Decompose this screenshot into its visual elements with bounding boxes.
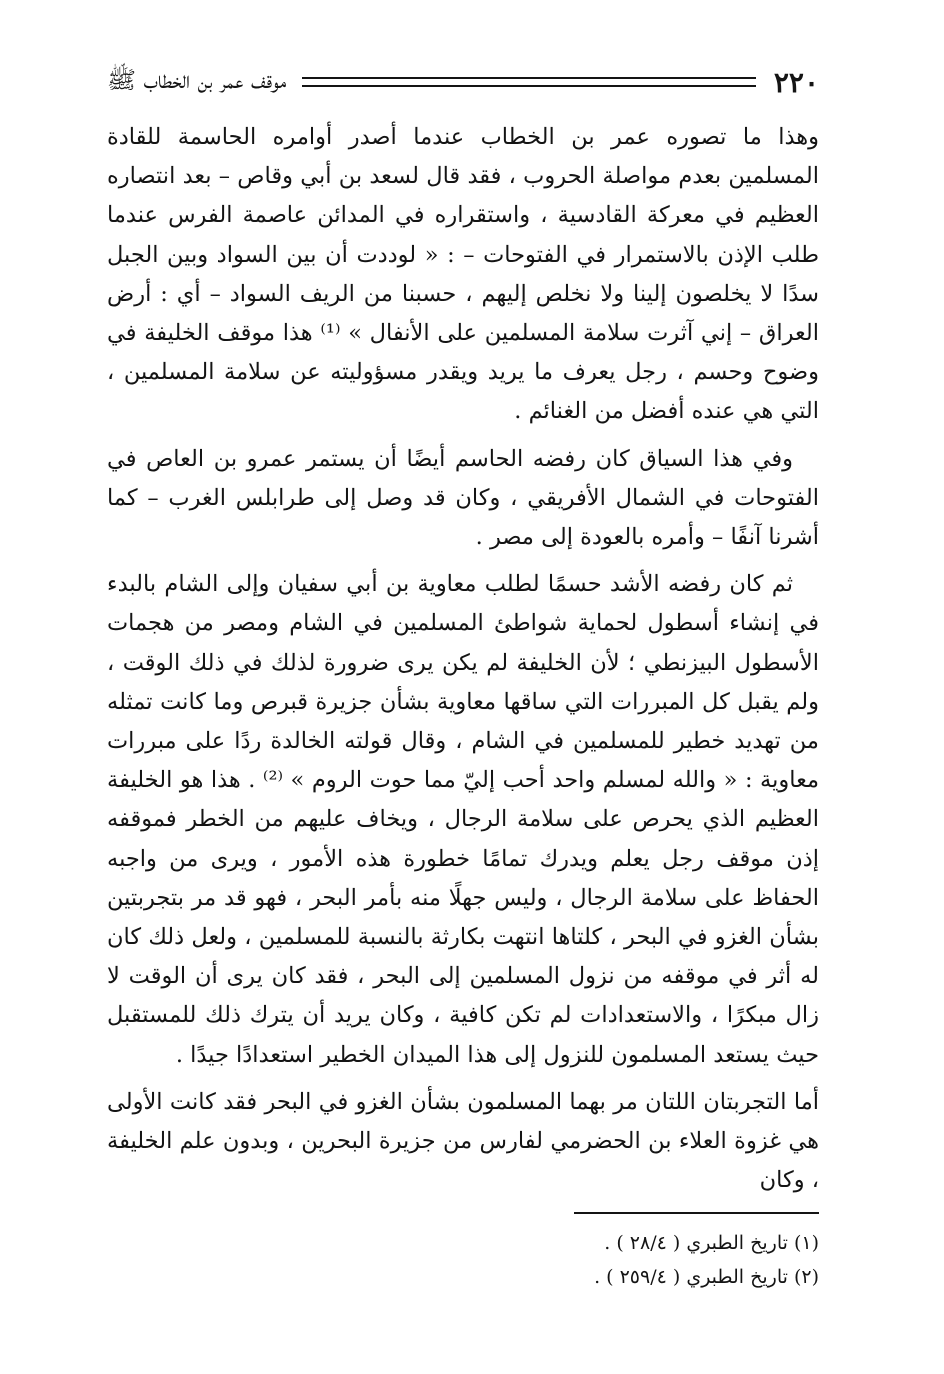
body-text: [107, 118, 819, 1208]
paragraph-1: وهذا ما تصوره عمر بن الخطاب عندما أصدر أوامره الحاسمة للقادة المسلمين بعدم مواصلة الحروب ، فقد قال لسعد بن أبي وقاص – بعد انتصاره العظيم في معركة القادسية ، واستقراره في المدائن عاصمة الفرس عندما طلب الإذن بالاستمرار في الفتوحات – : « لوددت أن بين السواد وبين الجبل سدًا لا يخلصون إلينا ولا نخلص إليهم ، حسبنا من الريف السواد – أي : أرض العراق – إني آثرت سلامة المسلمين على الأنفال » ⁽¹⁾ هذا موقف الخليفة في وضوح وحسم ، رجل يعرف ما يريد ويقدر مسؤوليته عن سلامة المسلمين ، التي هي عنده أفضل من الغنائم .: [107, 124, 819, 425]
footnote-separator: [574, 1212, 819, 1214]
paragraph-2: وفي هذا السياق كان رفضه الحاسم أيضًا أن يستمر عمرو بن العاص في الفتوحات في الشمال الأفريقي ، وكان قد وصل إلى طرابلس الغرب – كما أشرنا آنفًا – وأمره بالعودة إلى مصر .: [107, 445, 819, 551]
page-header: [107, 62, 819, 102]
footnote-1: (١) تاريخ الطبري ( ٢٨/٤ ) .: [604, 1232, 819, 1254]
paragraph-3: ثم كان رفضه الأشد حسمًا لطلب معاوية بن أبي سفيان وإلى الشام بالبدء في إنشاء أسطول لحماية شواطئ المسلمين في الشام ومصر من هجمات الأسطول البيزنطي ؛ لأن الخليفة لم يكن يرى ضرورة لذلك في ذلك الوقت ، ولم يقبل كل المبررات التي ساقها معاوية بشأن جزيرة قبرص وما كانت تمثله من تهديد خطير للمسلمين في الشام ، وقال قولته الخالدة ردًا على مبررات معاوية : « والله لمسلم واحد أحب إليّ مما حوت الروم » ⁽²⁾ . هذا هو الخليفة العظيم الذي يحرص على سلامة الرجال ، ويخاف عليهم من الخطر فموقفه إذن موقف رجل يعلم ويدرك تمامًا خطورة هذه الأمور ، ويرى من واجبه الحفاظ على سلامة الرجال ، وليس جهلًا منه بأمر البحر ، فهو قد مر بتجربتين بشأن الغزو في البحر ، كلتاها انتهت بكارثة بالنسبة للمسلمين ، ولعل ذلك كان له أثر في موقفه من نزول المسلمين إلى البحر ، فقد كان يرى أن الوقت لا زال مبكرًا ، والاستعدادات لم تكن كافية ، وكان يريد أن يترك ذلك للمستقبل حيث يستعد المسلمون للنزول إلى هذا الميدان الخطير استعدادًا جيدًا .: [107, 571, 819, 1068]
paragraph-4: أما التجربتان اللتان مر بهما المسلمون بشأن الغزو في البحر فقد كانت الأولى هي غزوة العلاء بن الحضرمي لفارس من جزيرة البحرين ، وبدون علم الخليفة ، وكان: [107, 1088, 819, 1194]
page-number: ٢٢٠: [773, 65, 819, 99]
running-title: موقف عمر بن الخطاب ﷺ: [107, 65, 287, 94]
footnote-2: (٢) تاريخ الطبري ( ٢٥٩/٤ ) .: [594, 1266, 819, 1288]
footnotes: [107, 1226, 819, 1294]
header-double-rule: [302, 77, 756, 87]
